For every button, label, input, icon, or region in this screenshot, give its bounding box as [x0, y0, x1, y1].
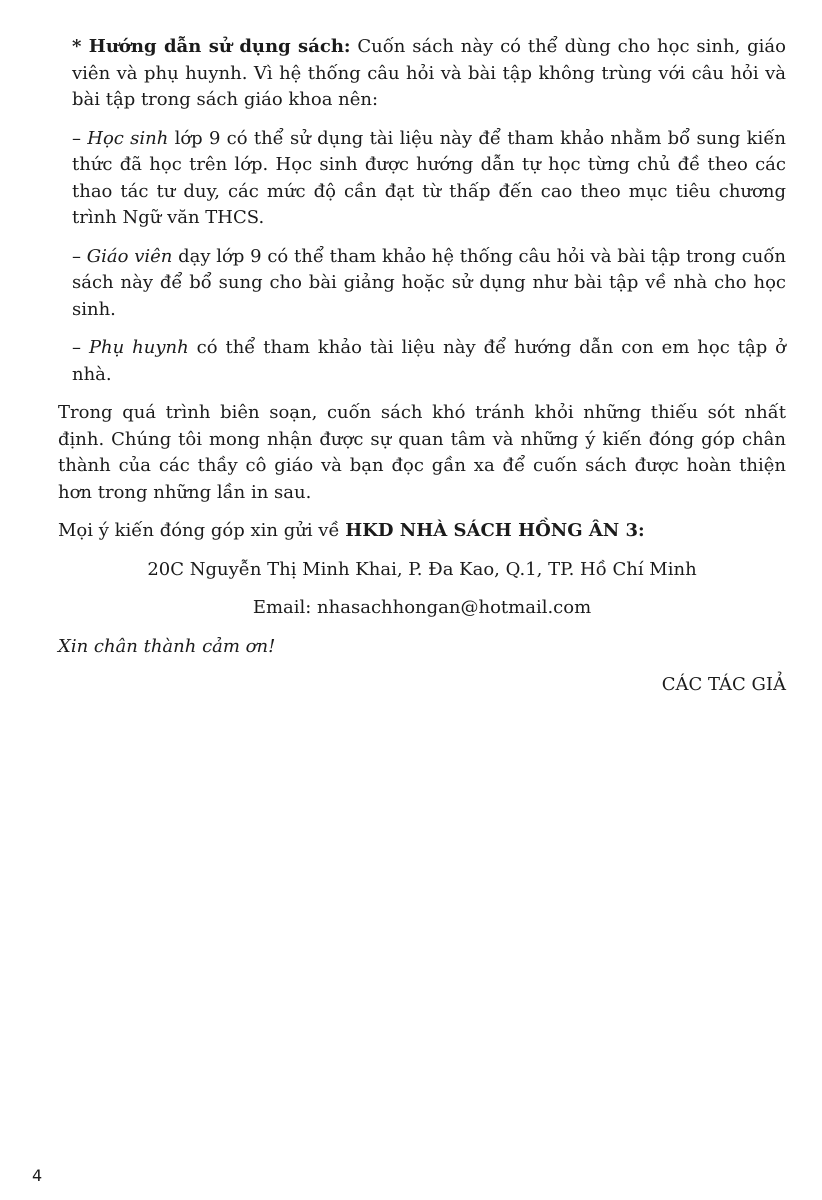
email-line: Email: nhasachhongan@hotmail.com [252, 597, 592, 618]
item-text: có thể tham khảo tài liệu này để hướng dẫn con em học tập ở nhà. [72, 337, 786, 385]
item-parent [58, 335, 786, 388]
item-subject: Phụ huynh [88, 337, 189, 358]
address-line: 20C Nguyễn Thị Minh Khai, P. Đa Kao, Q.1, TP. Hồ Chí Minh [147, 558, 697, 580]
item-prefix: – [72, 127, 88, 149]
item-subject: Học sinh [87, 127, 169, 149]
contact-lead: Mọi ý kiến đóng góp xin gửi về [58, 520, 346, 541]
closing-paragraph: Trong quá trình biên soạn, cuốn sách khó tránh khỏi những thiếu sót nhất định. Chúng tôi mong nhận được sự quan tâm và những ý kiến đóng góp chân thành của các thầy cô giáo và bạn đọc gần xa để cuốn sách được hoàn thiện hơn trong những lần in sau. [58, 402, 786, 503]
item-student [58, 126, 786, 232]
intro-paragraph [58, 34, 786, 114]
thanks-line: Xin chân thành cảm ơn! [58, 635, 276, 657]
signature: CÁC TÁC GIẢ [661, 674, 786, 695]
document-page [58, 34, 786, 699]
intro-text: Cuốn sách này có thể dùng cho học sinh, giáo viên và phụ huynh. Vì hệ thống câu hỏi và bài tập không trùng với câu hỏi và bài tập trong sách giáo khoa nên: [72, 36, 786, 110]
item-prefix: – [72, 245, 87, 267]
item-text: lớp 9 có thể sử dụng tài liệu này để tham khảo nhằm bổ sung kiến thức đã học trên lớp. Học sinh được hướng dẫn tự học từng chủ đề theo các thao tác tư duy, các mức độ cần đạt từ thấp đến cao theo mục tiêu chương trình Ngữ văn THCS. [72, 127, 786, 228]
item-prefix: – [72, 337, 89, 358]
item-subject: Giáo viên [86, 245, 173, 267]
item-text: dạy lớp 9 có thể tham khảo hệ thống câu hỏi và bài tập trong cuốn sách này để bổ sung cho bài giảng hoặc sử dụng như bài tập về nhà cho học sinh. [72, 245, 786, 320]
page-number: 4 [32, 1166, 43, 1185]
intro-heading: * Hướng dẫn sử dụng sách: [72, 36, 351, 57]
item-teacher [58, 244, 786, 324]
contact-line [58, 518, 786, 545]
contact-name: HKD NHÀ SÁCH HỒNG ÂN 3: [345, 520, 645, 541]
